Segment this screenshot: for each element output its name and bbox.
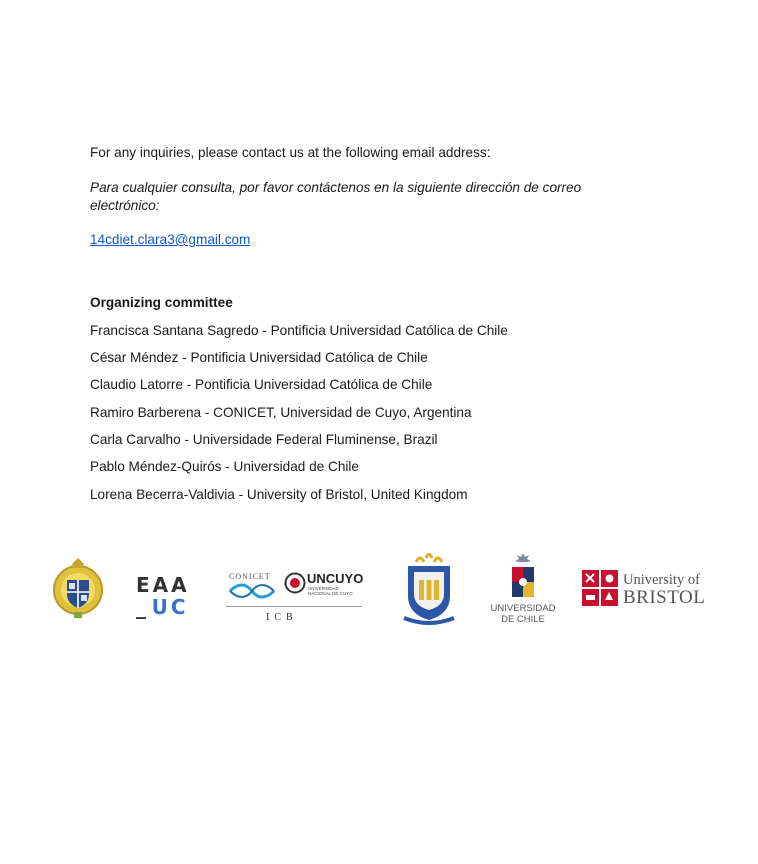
eaa-dash: _: [136, 595, 146, 619]
inquiry-text-en: For any inquiries, please contact us at the following email address:: [90, 145, 491, 160]
bristol-crest-icon: [582, 570, 618, 606]
uncuyo-sub2: NACIONAL DE CUYO: [308, 591, 353, 596]
eaa-text: EAA: [136, 573, 190, 597]
committee-member: Ramiro Barberena - CONICET, Universidad de Cuyo, Argentina: [90, 405, 472, 420]
inquiry-text-es: Para cualquier consulta, por favor contáctenos en la siguiente dirección de correo electrónico:: [90, 180, 582, 213]
committee-member: Claudio Latorre - Pontificia Universidad Católica de Chile: [90, 377, 433, 392]
eaa-uc-logo: [136, 574, 196, 620]
conicet-uncuyo-icb-logo: [226, 570, 364, 628]
uncuyo-sub1: UNIVERSIDAD: [308, 586, 339, 591]
committee-member: Francisca Santana Sagredo - Pontificia Universidad Católica de Chile: [90, 323, 508, 338]
bristol-line1: University of: [623, 572, 700, 588]
uchile-line1: UNIVERSIDAD: [490, 603, 556, 614]
uchile-crest-icon: [508, 553, 538, 601]
icb-label: I C B: [266, 612, 293, 623]
bristol-logo: [582, 569, 710, 609]
uchile-line2: DE CHILE: [501, 614, 545, 625]
committee-member: Pablo Méndez-Quirós - Universidad de Chile: [90, 459, 359, 474]
contact-email-link[interactable]: 14cdiet.clara3@gmail.com: [90, 232, 251, 247]
uchile-logo: [484, 553, 562, 625]
icb-divider: [226, 606, 362, 607]
conicet-label: CONICET: [229, 572, 271, 581]
committee-member: Lorena Becerra-Valdivia - University of Bristol, United Kingdom: [90, 487, 468, 502]
uff-seal-logo: [402, 552, 456, 626]
puc-seal-logo: [52, 556, 104, 622]
uc-text: UC: [151, 595, 189, 619]
committee-member: Carla Carvalho - Universidade Federal Fluminense, Brazil: [90, 432, 438, 447]
uncuyo-emblem-icon: [284, 572, 306, 594]
committee-member: César Méndez - Pontificia Universidad Católica de Chile: [90, 350, 428, 365]
bristol-line2: BRISTOL: [623, 587, 706, 608]
uncuyo-label: UNCUYO: [307, 571, 364, 586]
conicet-wave-icon: [228, 583, 276, 599]
committee-heading: Organizing committee: [90, 295, 233, 310]
